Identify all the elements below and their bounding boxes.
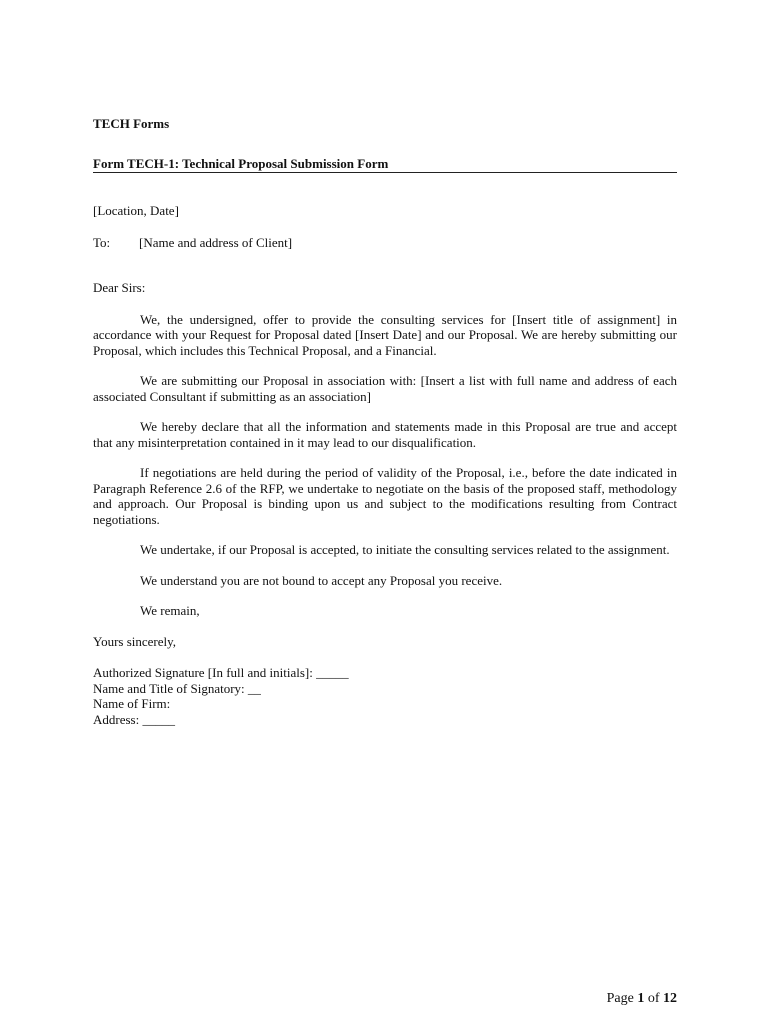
page-label: Page [606,991,634,1006]
recipient-address: [Name and address of Client] [139,234,293,250]
closing: Yours sincerely, [93,633,177,649]
location-date: [Location, Date] [93,203,179,218]
to-label: To: [93,234,111,250]
paragraph-offer: We, the undersigned, offer to provide the consulting services for [Insert title of assignment] in accordance with your Request for Proposal dated [Insert Date] and our Proposal. We are hereby submitting our Proposal, which includes this Technical Proposal, and a Financial. [93,311,677,358]
paragraph-understanding: We understand you are not bound to accept any Proposal you receive. [140,572,503,588]
form-title: Form TECH-1: Technical Proposal Submission Form [93,156,677,174]
page-total: 12 [663,991,677,1006]
authorized-signature-line: Authorized Signature [In full and initials]: _____ [93,665,349,680]
paragraph-declaration: We hereby declare that all the information and statements made in this Proposal are true and accept that any misinterpretation contained in it may lead to our disqualification. [93,419,677,450]
address-line: Address: _____ [93,711,175,727]
recipient-row [93,235,677,251]
of-label: of [647,991,660,1006]
signatory-name-title-line: Name and Title of Signatory: __ [93,680,261,696]
signature-block [93,665,677,727]
paragraph-association: We are submitting our Proposal in association with: [Insert a list with full name and address of each associated Consultant if submitting as an association] [93,373,677,404]
paragraph-remain: We remain, [140,603,200,618]
paragraph-undertaking: We undertake, if our Proposal is accepted, to initiate the consulting services related to the assignment. [140,542,670,557]
firm-name-line: Name of Firm: [93,696,171,711]
document-body [93,116,677,727]
salutation: Dear Sirs: [93,280,146,295]
page-number-footer [607,991,677,1007]
page-number: 1 [637,991,645,1006]
section-title: TECH Forms [93,116,170,131]
paragraph-negotiations: If negotiations are held during the period of validity of the Proposal, i.e., before the date indicated in Paragraph Reference 2.6 of the RFP, we undertake to negotiate on the basis of the proposed staff, methodology and approach. Our Proposal is binding upon us and subject to the modifications resulting from Contract negotiations. [93,465,677,527]
